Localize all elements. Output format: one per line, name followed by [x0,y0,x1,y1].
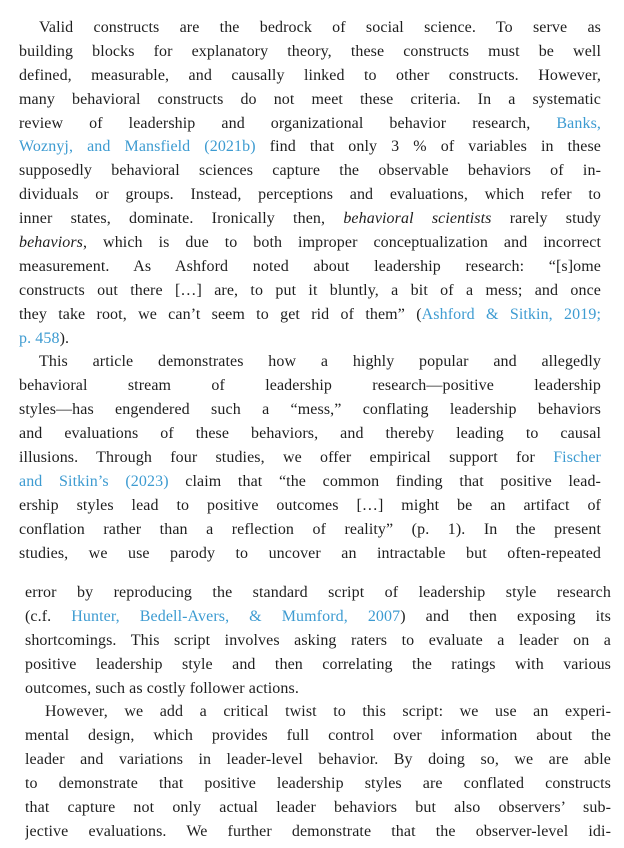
text-line [19,374,601,398]
body-text: leader and variations in leader-level behavior. By doing so, we are able [25,751,611,769]
body-text: styles—has engendered such a “mess,” conflating leadership behaviors [19,401,601,419]
body-text: shortcomings. This script involves asking raters to evaluate a leader on a [25,631,611,649]
body-text: inner states, dominate. Ironically then, [19,210,344,228]
text-line [19,446,601,470]
body-text: behavioral stream of leadership research—positive leadership [19,377,601,395]
text-line [25,700,611,724]
body-text: ). [59,329,70,347]
text-line [19,112,601,136]
text-line [19,135,601,159]
body-text: illusions. Through four studies, we offer empirical support for [19,449,554,467]
body-text: dividuals or groups. Instead, perceptions and evaluations, which refer to [19,186,601,204]
text-line [25,724,611,748]
text-column-fragment-top [19,16,601,565]
body-text: conflation rather than a reflection of reality” (p. 1). In the present [19,520,601,538]
text-line [25,748,611,772]
body-text: positive leadership style and then correlating the ratings with various [25,655,611,673]
text-line [19,422,601,446]
text-line [25,605,611,629]
text-line [25,581,611,605]
body-text: , which is due to both improper conceptualization and incorrect [83,234,601,252]
body-text: jective evaluations. We further demonstrate that the observer-level idi- [25,822,611,840]
text-line [19,542,601,566]
text-line [25,653,611,677]
text-line [19,494,601,518]
body-text: Valid constructs are the bedrock of social science. To serve as [39,19,601,36]
text-line [19,231,601,255]
citation-link[interactable]: Ashford & Sitkin, 2019; [421,305,601,323]
body-text: many behavioral constructs do not meet these criteria. In a systematic [19,90,601,108]
text-line [19,303,601,327]
body-text: mental design, which provides full control over information about the [25,727,611,745]
body-text: error by reproducing the standard script of leadership style research [25,584,611,601]
text-line [25,796,611,820]
body-text: This article demonstrates how a highly popular and allegedly [39,353,601,371]
text-line [19,159,601,183]
citation-link[interactable]: Hunter, Bedell-Avers, & Mumford, 2007 [71,607,401,625]
citation-link[interactable]: p. 458 [19,329,60,347]
text-line [19,207,601,231]
text-line [19,350,601,374]
text-line [19,40,601,64]
body-text: that capture not only actual leader behaviors but also observers’ sub- [25,799,611,817]
text-line [19,518,601,542]
text-line [19,398,601,422]
text-line [25,772,611,796]
body-text: outcomes, such as costly follower actions. [25,679,299,697]
body-text: (c.f. [25,607,72,625]
text-line [19,64,601,88]
body-text: supposedly behavioral sciences capture the observable behaviors of in- [19,162,601,180]
text-line [19,183,601,207]
text-line [19,16,601,40]
body-text: measurement. As Ashford noted about leadership research: “[s]ome [19,257,601,275]
text-line [25,629,611,653]
body-text: ership styles lead to positive outcomes […] might be an artifact of [19,496,601,514]
text-line [19,279,601,303]
citation-link[interactable]: and Sitkin’s (2023) [19,472,169,490]
body-text: claim that “the common finding that positive lead- [168,472,601,490]
body-text: ) and then exposing its [400,607,611,625]
citation-link[interactable]: Fischer [553,449,601,467]
text-column-fragment-bottom [25,581,611,844]
body-text: review of leadership and organizational behavior research, [19,114,557,132]
body-text: find that only 3 % of variables in these [255,138,601,156]
body-text: However, we add a critical twist to this script: we use an experi- [45,703,611,721]
body-text: defined, measurable, and causally linked to other constructs. However, [19,66,601,84]
text-line [25,677,611,701]
text-line [19,470,601,494]
body-text: and evaluations of these behaviors, and thereby leading to causal [19,425,601,443]
body-text: building blocks for explanatory theory, these constructs must be well [19,42,601,60]
body-text: to demonstrate that positive leadership styles are conflated constructs [25,775,611,793]
text-line [19,88,601,112]
body-text: rarely study [491,210,601,228]
citation-link[interactable]: Banks, [556,114,601,132]
text-line [19,255,601,279]
text-line [25,820,611,844]
body-text: studies, we use parody to uncover an intractable but often-repeated [19,544,601,562]
citation-link[interactable]: Woznyj, and Mansfield (2021b) [19,138,256,156]
body-text: constructs out there […] are, to put it bluntly, a bit of a mess; and once [19,281,601,299]
emphasis-text: behavioral scientists [343,210,492,228]
body-text: they take root, we can’t seem to get rid of them” ( [19,305,422,323]
emphasis-text: behaviors [19,234,84,252]
text-line [19,327,601,351]
